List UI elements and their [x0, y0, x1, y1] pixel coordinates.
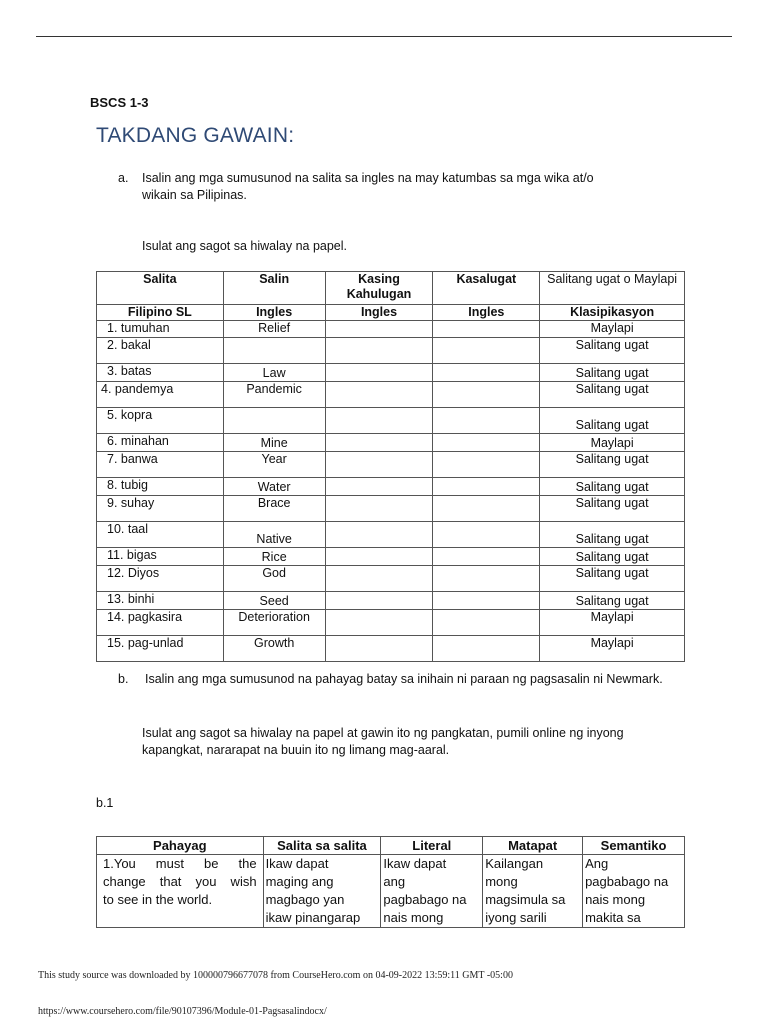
cell-line: iyong sarili: [485, 910, 547, 925]
part-b-instruction-line-1: Isulat ang sagot sa hiwalay na papel at gawin ito ng pangkatan, pumili online ng inyong: [142, 726, 624, 740]
klase-cell: Salitang ugat: [540, 566, 685, 592]
salin-cell: Seed: [223, 592, 325, 610]
salin-cell: Growth: [223, 636, 325, 662]
table-row: [97, 408, 685, 434]
subheader-ingles: Ingles: [223, 305, 325, 321]
word-cell: 1. tumuhan: [97, 321, 224, 338]
salin-cell: Rice: [223, 548, 325, 566]
word-cell: 8. tubig: [97, 478, 224, 496]
subheader-filipino: Filipino SL: [97, 305, 224, 321]
word-cell: 2. bakal: [97, 338, 224, 364]
cell-line: magbago yan: [265, 892, 345, 907]
semantiko-cell: [583, 855, 685, 928]
klase-cell: Salitang ugat: [540, 478, 685, 496]
kasing-cell: [325, 566, 433, 592]
cell-line: nais mong: [585, 892, 646, 907]
kasalugat-cell: [433, 382, 540, 408]
literal-cell: [381, 855, 483, 928]
kasing-cell: [325, 548, 433, 566]
cell-line: pagbabago na: [585, 874, 669, 889]
salin-cell: Brace: [223, 496, 325, 522]
table-row: [97, 364, 685, 382]
cell-line: pagbabago na: [383, 892, 467, 907]
header-semantiko: Semantiko: [583, 837, 685, 855]
table-row: [97, 566, 685, 592]
table-row: [97, 636, 685, 662]
kasalugat-cell: [433, 592, 540, 610]
vocabulary-table: [96, 271, 685, 662]
matapat-cell: [483, 855, 583, 928]
klase-cell: Maylapi: [540, 610, 685, 636]
subheader-ingles: Ingles: [325, 305, 433, 321]
pahayag-line: change that you wish: [103, 874, 257, 889]
kasing-cell: [325, 321, 433, 338]
part-b-instruction-line-2: kapangkat, nararapat na buuin ito ng limang mag-aaral.: [142, 743, 450, 757]
header-literal: Literal: [381, 837, 483, 855]
subheader-klasipikasyon: Klasipikasyon: [540, 305, 685, 321]
kasing-cell: [325, 478, 433, 496]
salin-cell: [223, 338, 325, 364]
klase-cell: Salitang ugat: [540, 592, 685, 610]
salin-cell: Year: [223, 452, 325, 478]
kasalugat-cell: [433, 610, 540, 636]
pahayag-line: to see in the world.: [103, 892, 213, 907]
page-title: TAKDANG GAWAIN:: [96, 124, 295, 147]
table-row: [97, 321, 685, 338]
kasing-cell: [325, 434, 433, 452]
table-row: [97, 434, 685, 452]
word-cell: 13. binhi: [97, 592, 224, 610]
course-label: BSCS 1-3: [90, 95, 149, 110]
klase-cell: Salitang ugat: [540, 338, 685, 364]
klase-cell: Salitang ugat: [540, 548, 685, 566]
word-cell: 4. pandemya: [97, 382, 224, 408]
download-notice: This study source was downloaded by 100000796677078 from CourseHero.com on 04-09-2022 13:59:11 GMT -05:00: [38, 970, 513, 981]
salin-cell: Deterioration: [223, 610, 325, 636]
top-divider: [36, 36, 732, 37]
table-subheader-row: [97, 305, 685, 321]
word-cell: 12. Diyos: [97, 566, 224, 592]
kasalugat-cell: [433, 548, 540, 566]
translation-header-row: [97, 837, 685, 855]
part-a-text: [142, 170, 678, 204]
table-row: [97, 610, 685, 636]
cell-line: mong: [485, 874, 518, 889]
cell-line: makita sa: [585, 910, 641, 925]
cell-line: magsimula sa: [485, 892, 566, 907]
salin-cell: Law: [223, 364, 325, 382]
part-a-line-2: wikain sa Pilipinas.: [142, 188, 247, 202]
word-cell: 15. pag-unlad: [97, 636, 224, 662]
kasing-cell: [325, 364, 433, 382]
part-b-text: Isalin ang mga sumusunod na pahayag batay sa inihain ni paraan ng pagsasalin ni Newmark.: [145, 672, 663, 686]
kasalugat-cell: [433, 452, 540, 478]
kasing-cell: [325, 522, 433, 548]
pahayag-line: 1.You must be the: [103, 856, 257, 871]
cell-line: Ikaw dapat: [265, 856, 329, 871]
cell-line: nais mong: [383, 910, 444, 925]
kasing-cell: [325, 610, 433, 636]
klase-cell: Salitang ugat: [540, 364, 685, 382]
word-cell: 3. batas: [97, 364, 224, 382]
kasing-cell: [325, 636, 433, 662]
klase-cell: Salitang ugat: [540, 382, 685, 408]
salin-cell: Relief: [223, 321, 325, 338]
kasalugat-cell: [433, 408, 540, 434]
kasing-cell: [325, 338, 433, 364]
part-a-line-1: Isalin ang mga sumusunod na salita sa ingles na may katumbas sa mga wika at/o: [142, 171, 594, 185]
part-b-instruction: [142, 725, 697, 759]
salin-cell: Water: [223, 478, 325, 496]
part-a-marker: a.: [118, 171, 129, 185]
table-row: [97, 338, 685, 364]
klase-cell: Maylapi: [540, 434, 685, 452]
klase-cell: Maylapi: [540, 636, 685, 662]
word-cell: 11. bigas: [97, 548, 224, 566]
subheader-ingles: Ingles: [433, 305, 540, 321]
kasalugat-cell: [433, 522, 540, 548]
header-salin: Salin: [223, 272, 325, 305]
sub-label-b1: b.1: [96, 796, 114, 810]
salita-sa-salita-cell: [263, 855, 381, 928]
table-row: [97, 496, 685, 522]
kasalugat-cell: [433, 636, 540, 662]
header-matapat: Matapat: [483, 837, 583, 855]
cell-line: Ikaw dapat: [383, 856, 447, 871]
kasing-cell: [325, 382, 433, 408]
cell-line: ikaw pinangarap: [265, 910, 361, 925]
header-kasing-kahulugan: Kasing Kahulugan: [325, 272, 433, 305]
cell-line: maging ang: [265, 874, 334, 889]
translation-row: [97, 855, 685, 928]
cell-line: Kailangan: [485, 856, 544, 871]
source-url[interactable]: https://www.coursehero.com/file/90107396/Module-01-Pagsasalindocx/: [38, 1006, 327, 1017]
kasalugat-cell: [433, 566, 540, 592]
word-cell: 6. minahan: [97, 434, 224, 452]
kasing-cell: [325, 496, 433, 522]
word-cell: 14. pagkasira: [97, 610, 224, 636]
part-a-item: [118, 170, 678, 204]
klase-cell: Salitang ugat: [540, 408, 685, 434]
kasalugat-cell: [433, 496, 540, 522]
kasing-cell: [325, 408, 433, 434]
translation-table: [96, 836, 685, 928]
kasalugat-cell: [433, 321, 540, 338]
kasing-cell: [325, 592, 433, 610]
word-cell: 5. kopra: [97, 408, 224, 434]
table-row: [97, 478, 685, 496]
klase-cell: Salitang ugat: [540, 452, 685, 478]
klase-cell: Salitang ugat: [540, 522, 685, 548]
salin-cell: Mine: [223, 434, 325, 452]
kasalugat-cell: [433, 338, 540, 364]
salin-cell: Native: [223, 522, 325, 548]
header-salitang-ugat: Salitang ugat o Maylapi: [540, 272, 685, 305]
table-row: [97, 522, 685, 548]
table-row: [97, 452, 685, 478]
pahayag-cell: [97, 855, 264, 928]
kasing-cell: [325, 452, 433, 478]
part-b-item: [118, 672, 663, 686]
header-salita: Salita: [97, 272, 224, 305]
cell-line: Ang: [585, 856, 609, 871]
kasalugat-cell: [433, 434, 540, 452]
table-row: [97, 548, 685, 566]
kasalugat-cell: [433, 478, 540, 496]
header-kasalugat: Kasalugat: [433, 272, 540, 305]
klase-cell: Salitang ugat: [540, 496, 685, 522]
cell-line: ang: [383, 874, 406, 889]
salin-cell: Pandemic: [223, 382, 325, 408]
table-header-row: [97, 272, 685, 305]
header-salita-sa-salita: Salita sa salita: [263, 837, 381, 855]
kasalugat-cell: [433, 364, 540, 382]
salin-cell: God: [223, 566, 325, 592]
header-pahayag: Pahayag: [97, 837, 264, 855]
table-row: [97, 382, 685, 408]
part-b-marker: b.: [118, 672, 129, 686]
part-a-instruction: Isulat ang sagot sa hiwalay na papel.: [142, 239, 347, 253]
word-cell: 9. suhay: [97, 496, 224, 522]
klase-cell: Maylapi: [540, 321, 685, 338]
word-cell: 7. banwa: [97, 452, 224, 478]
word-cell: 10. taal: [97, 522, 224, 548]
salin-cell: [223, 408, 325, 434]
table-row: [97, 592, 685, 610]
